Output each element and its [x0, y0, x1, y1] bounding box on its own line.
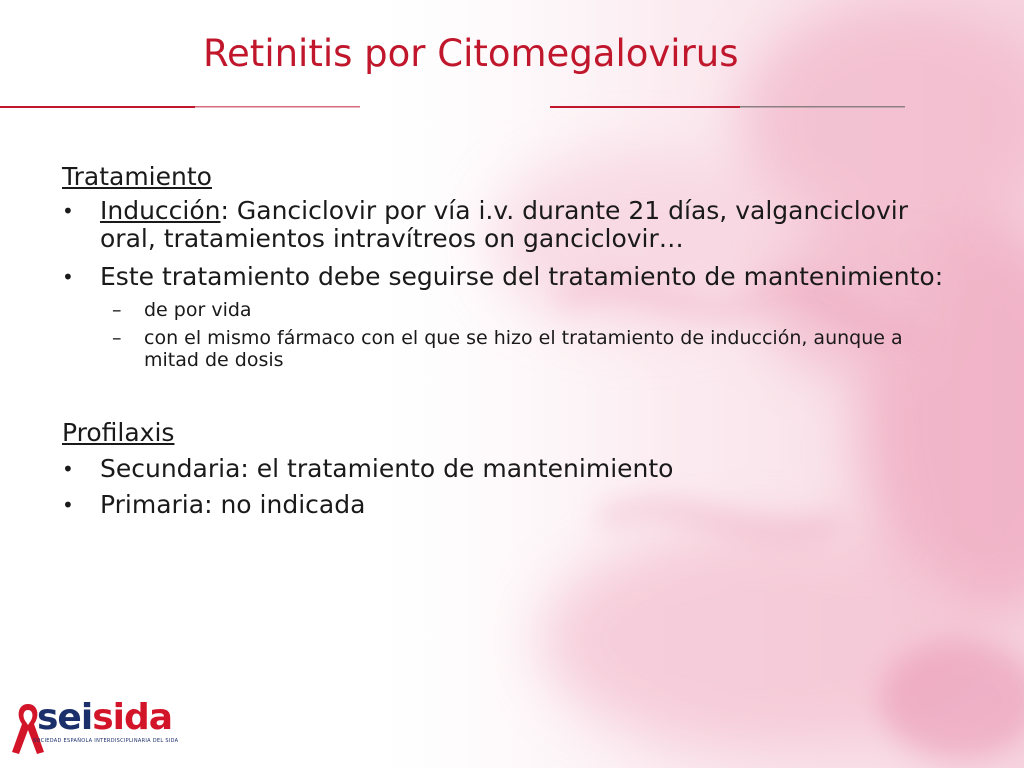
prophylaxis-bullet: • Primaria: no indicada	[62, 491, 962, 519]
logo-part-sida: sida	[92, 697, 173, 738]
prophylaxis-bullet: • Secundaria: el tratamiento de mantenimiento	[62, 455, 962, 483]
induction-text: : Ganciclovir por vía i.v. durante 21 días, valganciclovir oral, tratamientos intravítreos on ganciclovir…	[100, 196, 908, 253]
logo-subtitle: SOCIEDAD ESPAÑOLA INTERDISCIPLINARIA DEL SIDA	[33, 738, 179, 744]
maintenance-bullet: • Este tratamiento debe seguirse del tratamiento de mantenimiento:	[62, 263, 962, 291]
title-divider	[0, 104, 905, 110]
induction-bullet	[62, 197, 962, 253]
maintenance-sub-item: – de por vida	[62, 299, 962, 321]
slide-body	[62, 161, 962, 519]
treatment-heading: Tratamiento	[62, 162, 212, 191]
maintenance-sub-item: – con el mismo fármaco con el que se hizo el tratamiento de inducción, aunque a mitad de dosis	[62, 327, 962, 371]
logo-part-sei: sei	[37, 697, 93, 738]
prophylaxis-heading: Profilaxis	[62, 418, 175, 447]
slide-title: Retinitis por Citomegalovirus	[203, 32, 739, 75]
logo-wordmark	[37, 698, 172, 738]
induction-label: Inducción	[100, 196, 221, 225]
seisida-logo	[10, 698, 180, 758]
